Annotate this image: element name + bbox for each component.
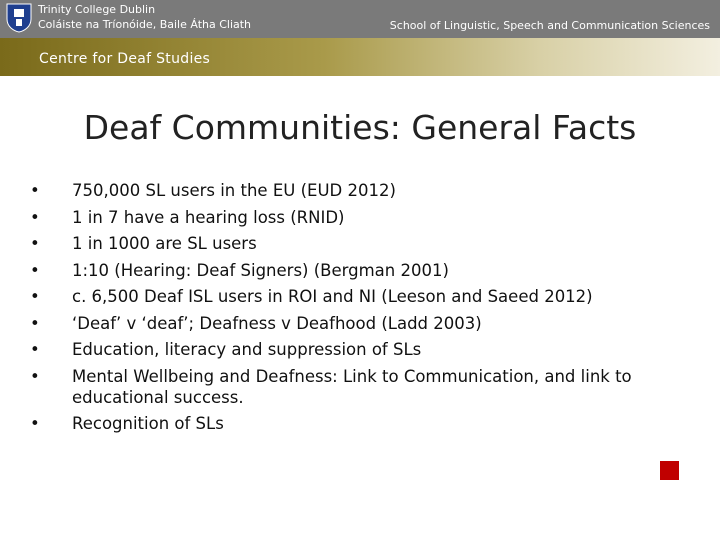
list-item: • c. 6,500 Deaf ISL users in ROI and NI (Leeson and Saeed 2012) [30, 287, 593, 306]
list-item: • Recognition of SLs [30, 413, 224, 433]
bullet-icon: • [30, 207, 40, 227]
institution-english: Trinity College Dublin [38, 3, 156, 16]
accent-square [660, 461, 679, 480]
bullet-icon: • [30, 260, 40, 280]
slide-title: Deaf Communities: General Facts [83, 108, 637, 147]
school-name: School of Linguistic, Speech and Communication Sciences [389, 19, 710, 32]
facts-list [30, 180, 720, 439]
list-item: • 1:10 (Hearing: Deaf Signers) (Bergman 2001) [30, 260, 449, 280]
centre-name: Centre for Deaf Studies [39, 51, 211, 67]
list-item: • ‘Deaf’ v ‘deaf’; Deafness v Deafhood (Ladd 2003) [30, 313, 482, 333]
list-item: • 750,000 SL users in the EU (EUD 2012) [30, 181, 396, 200]
bullet-icon: • [30, 313, 40, 333]
list-item: • Mental Wellbeing and Deafness: Link to Communication, and link to educational success. [30, 366, 632, 407]
list-item: • Education, literacy and suppression of SLs [30, 340, 422, 359]
institution-name [38, 2, 251, 32]
bullet-icon: • [30, 413, 40, 433]
top-header-bar [0, 0, 720, 38]
bullet-icon: • [30, 287, 40, 306]
bullet-icon: • [30, 181, 40, 200]
bullet-icon: • [30, 366, 40, 386]
list-item: • 1 in 7 have a hearing loss (RNID) [30, 207, 345, 227]
institution-irish: Coláiste na Tríonóide, Baile Átha Cliath [38, 18, 252, 31]
bullet-icon: • [30, 234, 40, 253]
bullet-icon: • [30, 340, 40, 359]
centre-banner [0, 38, 720, 76]
tcd-crest-icon [6, 3, 32, 33]
list-item: • 1 in 1000 are SL users [30, 234, 257, 253]
